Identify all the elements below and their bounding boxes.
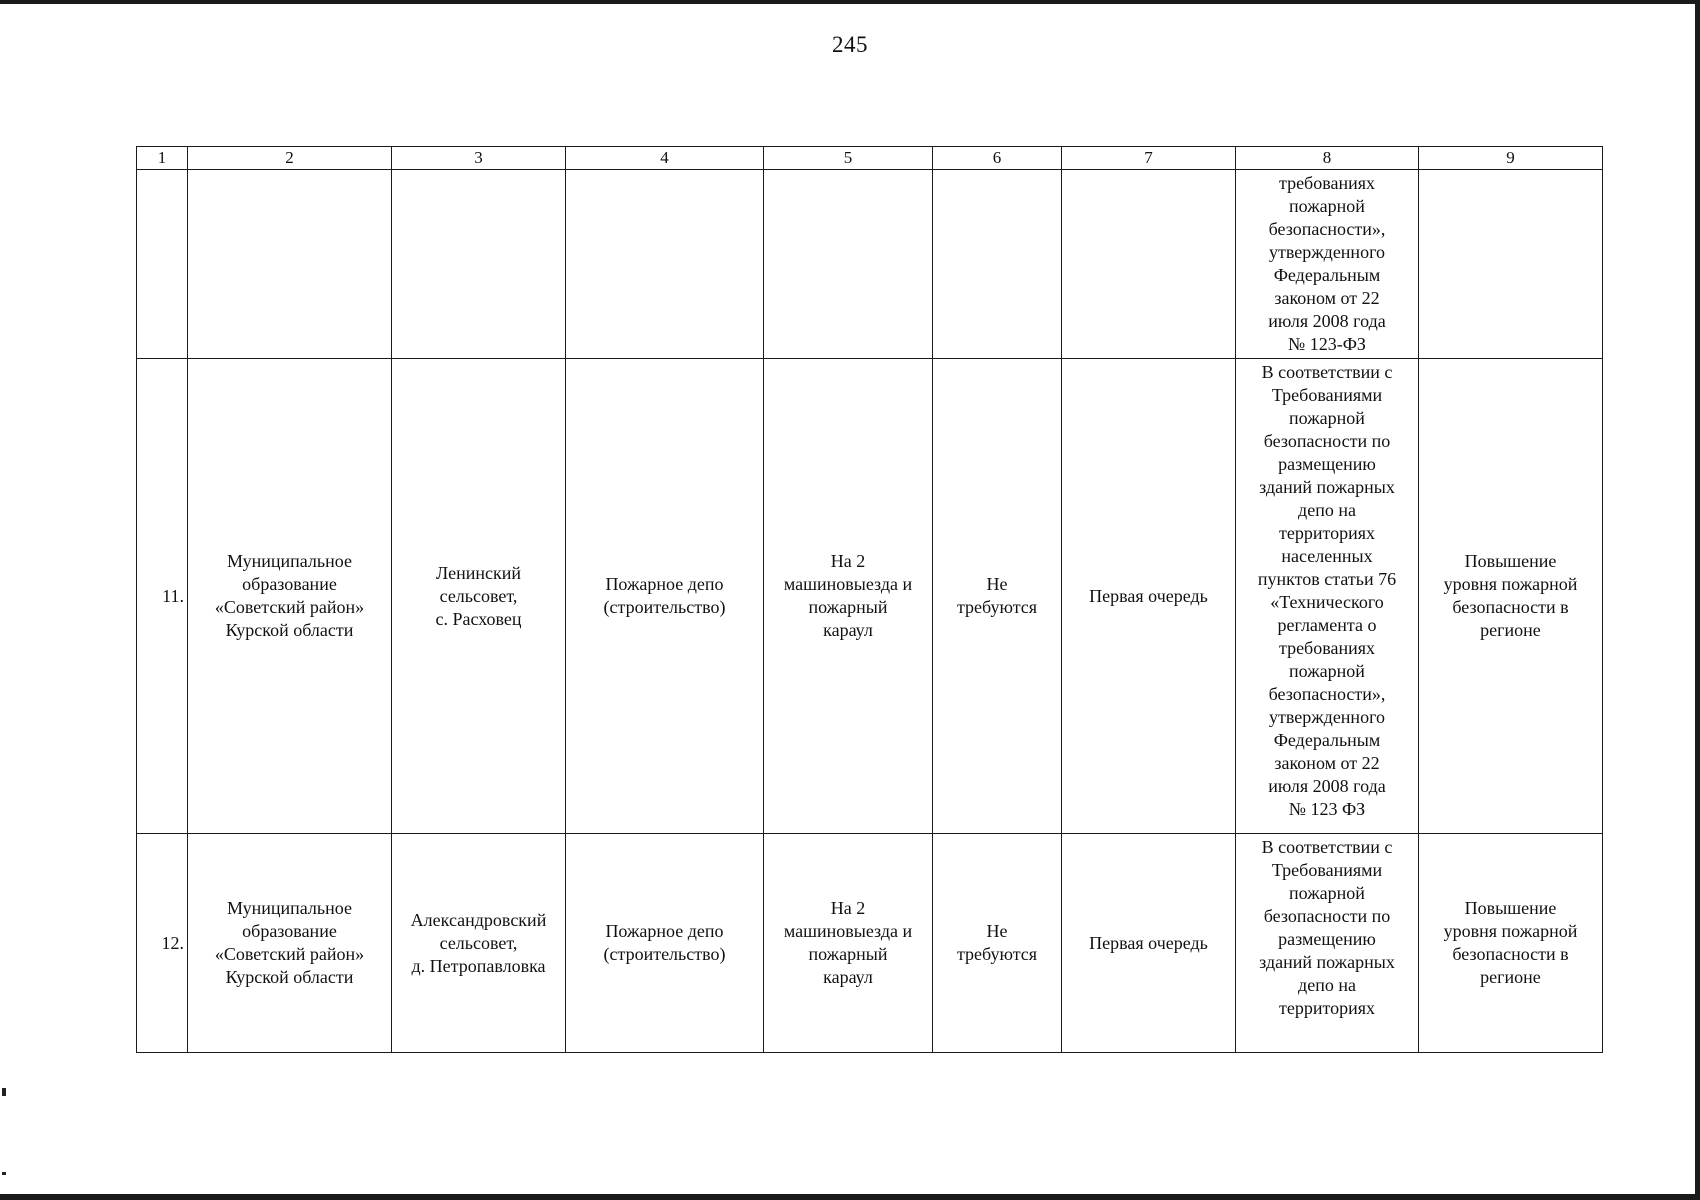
table-row (137, 359, 1603, 834)
scan-artifact-mark (2, 1172, 6, 1175)
capacity-cell: На 2 машиновыезда и пожарный караул (764, 834, 933, 1053)
table-row-continuation (137, 170, 1603, 359)
data-table (136, 146, 1603, 1053)
column-number-header: 4 (566, 147, 764, 170)
table-header-row (137, 147, 1603, 170)
goal-cell (1419, 170, 1603, 359)
requirement-cell: Не требуются (933, 834, 1062, 1053)
column-number-header: 5 (764, 147, 933, 170)
column-number-header: 9 (1419, 147, 1603, 170)
scan-border-right (1695, 0, 1700, 1200)
requirement-cell: Не требуются (933, 359, 1062, 834)
legal-basis-cell: требованиях пожарной безопасности», утвержденного Федеральным законом от 22 июля 2008 года № 123-ФЗ (1236, 170, 1419, 359)
column-number-header: 6 (933, 147, 1062, 170)
scan-artifact-mark (2, 1088, 6, 1096)
object-cell: Пожарное депо (строительство) (566, 834, 764, 1053)
scan-border-bottom (0, 1194, 1700, 1200)
priority-cell (1062, 170, 1236, 359)
legal-basis-cell: В соответствии с Требованиями пожарной безопасности по размещению зданий пожарных депо на территориях населенных пунктов статьи 76 «Технического регламента о требованиях пожарной безопасности», утвержденного Федеральным законом от 22 июля 2008 года № 123 ФЗ (1236, 359, 1419, 834)
column-number-header: 2 (188, 147, 392, 170)
object-cell (566, 170, 764, 359)
priority-cell: Первая очередь (1062, 834, 1236, 1053)
settlement-cell: Александровский сельсовет, д. Петропавловка (392, 834, 566, 1053)
municipality-cell: Муниципальное образование «Советский район» Курской области (188, 834, 392, 1053)
object-cell: Пожарное депо (строительство) (566, 359, 764, 834)
row-number-cell: 11. (137, 359, 188, 834)
capacity-cell: На 2 машиновыезда и пожарный караул (764, 359, 933, 834)
column-number-header: 1 (137, 147, 188, 170)
legal-basis-cell: В соответствии с Требованиями пожарной безопасности по размещению зданий пожарных депо на территориях (1236, 834, 1419, 1053)
page-number: 245 (832, 32, 868, 57)
goal-cell: Повышение уровня пожарной безопасности в регионе (1419, 834, 1603, 1053)
goal-cell: Повышение уровня пожарной безопасности в регионе (1419, 359, 1603, 834)
column-number-header: 8 (1236, 147, 1419, 170)
row-number-cell (137, 170, 188, 359)
requirement-cell (933, 170, 1062, 359)
column-number-header: 3 (392, 147, 566, 170)
priority-cell: Первая очередь (1062, 359, 1236, 834)
settlement-cell: Ленинский сельсовет, с. Расховец (392, 359, 566, 834)
row-number-cell: 12. (137, 834, 188, 1053)
municipality-cell: Муниципальное образование «Советский район» Курской области (188, 359, 392, 834)
column-number-header: 7 (1062, 147, 1236, 170)
municipality-cell (188, 170, 392, 359)
capacity-cell (764, 170, 933, 359)
scan-border-top (0, 0, 1700, 4)
table-row (137, 834, 1603, 1053)
settlement-cell (392, 170, 566, 359)
